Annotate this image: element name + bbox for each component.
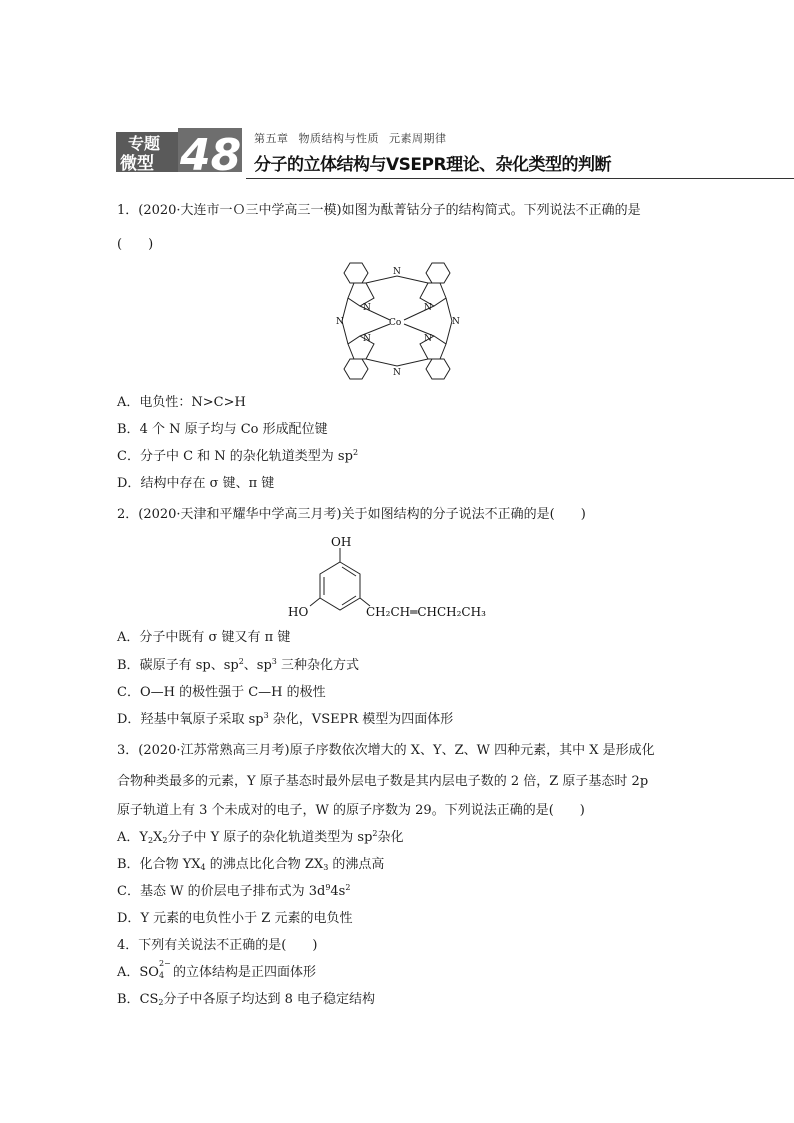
- badge-top-text: 专题: [128, 134, 161, 153]
- chapter-title: 物质结构与性质: [298, 132, 379, 145]
- cobalt-phthalocyanine-structure: [330, 258, 464, 384]
- n-atom-label: N: [363, 303, 371, 313]
- q1-stem-line-2: ( ): [117, 237, 154, 252]
- q2-option-d: D．羟基中氧原子采取 $sp^3$ 杂化，VSEPR 模型为四面体形: [117, 711, 454, 727]
- oh-top-label: OH: [331, 535, 352, 549]
- n-atom-label: N: [363, 334, 371, 344]
- n-atom-label: N: [424, 334, 432, 344]
- n-atom-label: N: [336, 317, 344, 327]
- q3-option-c: C．基态 W 的价层电子排布式为 $3d^94s^2$: [117, 883, 351, 899]
- header-divider: [246, 178, 794, 179]
- q1-option-d: D．结构中存在 σ 键、π 键: [117, 476, 275, 491]
- side-chain-label: CH₂CH═CHCH₂CH₃: [366, 605, 486, 619]
- q1-option-b: B．4 个 N 原子均与 Co 形成配位键: [117, 422, 328, 437]
- q1-stem-line-1: 1．(2020·大连市一Ｏ三中学高三一模)如图为酞菁钴分子的结构简式。下列说法不正确的是: [117, 203, 641, 218]
- q4-option-b: B．$CS_2$分子中各原子均达到 8 电子稳定结构: [117, 992, 376, 1007]
- badge-number: 48: [180, 130, 242, 174]
- q3-stem-line-3: 原子轨道上有 3 个未成对的电子，W 的原子序数为 29。下列说法正确的是( ): [117, 803, 585, 818]
- q2-option-a: A．分子中既有 σ 键又有 π 键: [117, 630, 291, 645]
- page-header: [116, 126, 676, 180]
- co-atom-label: Co: [389, 318, 402, 328]
- oh-left-label: HO: [288, 605, 309, 619]
- phenol-derivative-structure: [284, 532, 510, 628]
- q1-option-c: C．分子中 C 和 N 的杂化轨道类型为 $sp^2$: [117, 448, 359, 464]
- n-atom-label: N: [393, 368, 401, 378]
- chapter-subtitle: 元素周期律: [389, 132, 447, 145]
- q1-option-a: A．电负性：N>C>H: [117, 395, 246, 410]
- q2-option-b: B．碳原子有 sp、$sp^2$、$sp^3$ 三种杂化方式: [117, 657, 360, 673]
- n-atom-label: N: [424, 303, 432, 313]
- q3-option-b: B．化合物 $YX_4$ 的沸点比化合物 $ZX_3$ 的沸点高: [117, 857, 385, 872]
- q3-option-d: D．Y 元素的电负性小于 Z 元素的电负性: [117, 911, 353, 926]
- n-atom-label: N: [452, 317, 460, 327]
- chapter-number: 第五章: [254, 132, 289, 145]
- chapter-line: [254, 130, 447, 146]
- page-title: 分子的立体结构与VSEPR理论、杂化类型的判断: [254, 155, 612, 175]
- q3-stem-line-1: 3．(2020·江苏常熟高三月考)原子序数依次增大的 X、Y、Z、W 四种元素，其中 X 是形成化: [117, 743, 655, 758]
- badge-bottom-text: 微型: [120, 154, 154, 174]
- q4-stem-line-1: 4．下列有关说法不正确的是( ): [117, 938, 318, 953]
- topic-badge-logo: [116, 126, 242, 174]
- q4-option-a: A．SO 2− 4 的立体结构是正四面体形: [117, 959, 316, 980]
- q2-option-c: C．O—H 的极性强于 C—H 的极性: [117, 685, 326, 700]
- q3-option-a: A．$Y_2X_2$分子中 Y 原子的杂化轨道类型为 $sp^2$杂化: [117, 829, 404, 845]
- q2-stem-line-1: 2．(2020·天津和平耀华中学高三月考)关于如图结构的分子说法不正确的是( ): [117, 507, 586, 522]
- q3-stem-line-2: 合物种类最多的元素，Y 原子基态时最外层电子数是其内层电子数的 2 倍，Z 原子基态时 2p: [117, 774, 649, 789]
- n-atom-label: N: [393, 267, 401, 277]
